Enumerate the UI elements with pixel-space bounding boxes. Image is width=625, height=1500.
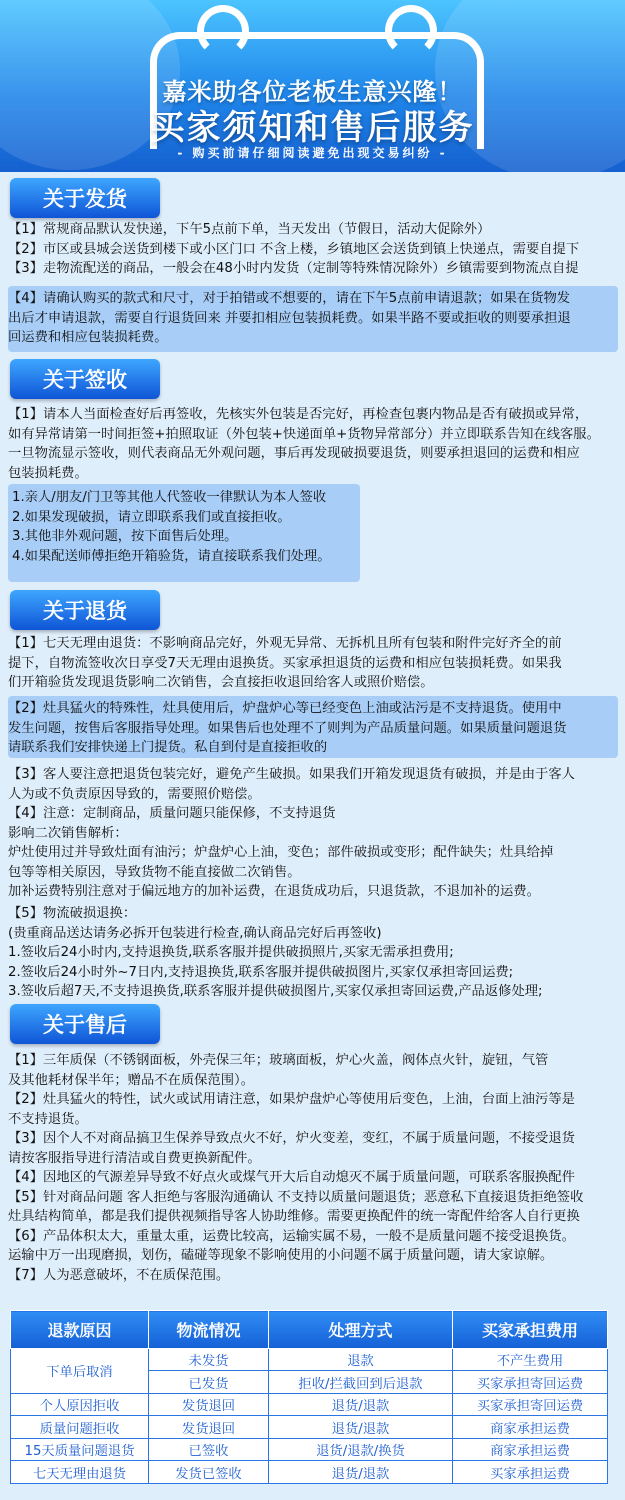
signing-line: 如有异常请第一时间拒签+拍照取证（外包装+快递面单+货物异常部分）并立即联系告知在线客服。 [8, 426, 600, 442]
aftersale-line: 【2】灶具猛火的特性，试火或试用请注意，如果炉盘炉心等使用后变色，上油，台面上油污等是 [8, 1092, 575, 1107]
table-cell: 退货/退款 [269, 1461, 453, 1484]
table-cell: 退货/退款 [269, 1393, 453, 1416]
table-cell: 不产生费用 [453, 1348, 608, 1371]
table-cell: 15天质量问题退货 [11, 1438, 149, 1461]
table-cell: 退款 [269, 1348, 453, 1371]
signing-line: 包装损耗费。 [8, 465, 88, 481]
table-cell: 商家承担运费 [453, 1416, 608, 1439]
table-cell: 个人原因拒收 [11, 1393, 149, 1416]
signing-rules [8, 405, 600, 483]
returns-line: 1.签收后24小时内,支持退换货,联系客服并提供破损照片,买家无需承担费用; [8, 945, 454, 960]
aftersale-line: 不支持退货。 [8, 1111, 88, 1127]
table-cell: 发货退回 [149, 1416, 269, 1439]
returns-line: 影响二次销售解析： [8, 825, 128, 841]
aftersale-line: 请按客服指导进行清洁或自费更换新配件。 [8, 1150, 261, 1166]
returns-note-line: 【2】灶具猛火的特殊性，灶具使用后，炉盘炉心等已经变色上油或沾污是不支持退货。使用中 [8, 701, 562, 716]
signing-note-line: 2.如果发现破损，请立即联系我们或直接拒收。 [12, 509, 291, 525]
table-header-row [11, 1311, 608, 1349]
table-header: 物流情况 [149, 1311, 269, 1349]
table-header: 退款原因 [11, 1311, 149, 1349]
aftersale-line: 【7】人为恶意破坏，不在质保范围。 [8, 1267, 230, 1283]
aftersale-line: 及其他耗材保半年；赠品不在质保范围）。 [8, 1072, 254, 1088]
shipping-note-line: 回运费和相应包装损耗费。 [8, 330, 168, 345]
table-cell: 买家承担寄回运费 [453, 1371, 608, 1394]
table-row [11, 1438, 608, 1461]
returns-line: 【4】注意：定制商品，质量问题只能保修，不支持退货 [8, 806, 336, 821]
section-title-aftersale: 关于售后 [10, 1004, 160, 1044]
table-cell: 发货退回 [149, 1393, 269, 1416]
aftersale-line: 【1】三年质保（不锈钢面板，外壳保三年；玻璃面板，炉心火盖，阀体点火针，旋钮，气管 [8, 1053, 549, 1068]
shipping-line: 【3】走物流配送的商品，一般会在48小时内发货（定制等特殊情况除外）乡镇需要到物流点自提 [8, 261, 579, 276]
returns-note [8, 699, 566, 758]
table-row [11, 1461, 608, 1484]
aftersale-line: 【4】因地区的气源差异导致不好点火或煤气开大后自动熄灭不属于质量问题，可联系客服换配件 [8, 1170, 575, 1185]
section-title-shipping: 关于发货 [10, 178, 160, 218]
refund-policy-table [10, 1310, 608, 1484]
table-cell: 已发货 [149, 1371, 269, 1394]
returns-line: 【1】七天无理由退货：不影响商品完好，外观无异常、无拆机且所有包装和附件完好齐全的前 [8, 636, 562, 651]
shipping-line: 【2】市区或县城会送货到楼下或小区门口 不含上楼，乡镇地区会送货到镇上快递点，需要自提下 [8, 241, 580, 257]
table-cell: 七天无理由退货 [11, 1461, 149, 1484]
returns-rules-3-4 [8, 765, 575, 902]
signing-note-line: 4.如果配送师傅拒绝开箱验货，请直接联系我们处理。 [12, 548, 331, 564]
section-title-returns: 关于退货 [10, 590, 160, 630]
table-cell: 已签收 [149, 1438, 269, 1461]
table-row [11, 1416, 608, 1439]
signing-note-line: 1.亲人/朋友/门卫等其他人代签收一律默认为本人签收 [12, 490, 327, 505]
returns-rule-1 [8, 634, 562, 693]
returns-line: 加补运费特别注意对于偏远地方的加补运费，在退货成功后，只退货款，不退加补的运费。 [8, 884, 540, 899]
returns-line: 人为或不负责原因导致的，需要照价赔偿。 [8, 786, 261, 802]
returns-line: 3.签收后超7天,不支持退换货,联系客服并提供破损图片,买家仅承担寄回运费,产品返修处理; [8, 984, 543, 999]
shipping-note [8, 289, 571, 348]
returns-line: 2.签收后24小时外~7日内,支持退换货,联系客服并提供破损图片,买家仅承担寄回运费; [8, 964, 514, 980]
table-cell: 退货/退款 [269, 1416, 453, 1439]
table-cell: 质量问题拒收 [11, 1416, 149, 1439]
signing-note [12, 488, 331, 566]
returns-line: 包等等相关原因，导致货物不能直接做二次销售。 [8, 864, 301, 880]
header-slogan: 嘉米助各位老板生意兴隆！ [162, 78, 463, 106]
aftersale-line: 运输中万一出现磨损，划伤，磕碰等现象不影响使用的小问题不属于质量问题，请大家谅解。 [8, 1248, 554, 1263]
returns-line: 们开箱验货发现退货影响二次销售，会直接拒收退回给客人或照价赔偿。 [8, 675, 434, 690]
aftersale-rules [8, 1051, 583, 1285]
header-subtitle: - 购买前请仔细阅读避免出现交易纠纷 - [177, 146, 448, 160]
table-header: 买家承担费用 [453, 1311, 608, 1349]
table-cell: 未发货 [149, 1348, 269, 1371]
signing-note-line: 3.其他非外观问题，按下面售后处理。 [12, 529, 238, 544]
aftersale-line: 【3】因个人不对商品搞卫生保养导致点火不好，炉火变差，变红，不属于质量问题，不接受退货 [8, 1131, 575, 1146]
returns-note-line: 请联系我们安排快递上门提货。私自到付是直接拒收的 [8, 740, 328, 755]
table-header: 处理方式 [269, 1311, 453, 1349]
shipping-line: 【1】常规商品默认发快递，下午5点前下单，当天发出（节假日，活动大促除外） [8, 222, 491, 237]
returns-line: 【5】物流破损退换： [8, 906, 137, 921]
aftersale-line: 【6】产品体积太大，重量太重，运费比较高，运输实属不易，一般不是质量问题不接受退换货。 [8, 1228, 575, 1244]
returns-note-line: 发生问题，按售后客服指导处理。如果售后也处理不了则判为产品质量问题。如果质量问题退货 [8, 720, 567, 736]
returns-line: 【3】客人要注意把退货包装完好，避免产生破损。如果我们开箱发现退货有破损，并是由于客人 [8, 767, 575, 782]
table-row [11, 1348, 608, 1371]
header-banner [0, 0, 625, 172]
returns-line: (贵重商品送达请务必拆开包装进行检查,确认商品完好后再签收) [8, 925, 382, 941]
table-cell: 发货已签收 [149, 1461, 269, 1484]
section-title-signing: 关于签收 [10, 359, 160, 399]
header-title: 买家须知和售后服务 [150, 108, 475, 148]
table-cell: 拒收/拦截回到后退款 [269, 1371, 453, 1394]
returns-line: 炉灶使用过并导致灶面有油污；炉盘炉心上油，变色；部件破损或变形；配件缺失；灶具给掉 [8, 845, 554, 860]
signing-line: 一旦物流显示签收，则代表商品无外观问题，事后再发现破损要退货，则要承担退回的运费和相应 [8, 446, 580, 461]
signing-line: 【1】请本人当面检查好后再签收，先核实外包装是否完好，再检查包裹内物品是否有破损或异常， [8, 407, 589, 422]
returns-line: 提下，自物流签收次日享受7天无理由退换货。买家承担退货的运费和相应包装损耗费。如果我 [8, 655, 562, 671]
table-cell: 买家承担寄回运费 [453, 1393, 608, 1416]
table-row [11, 1393, 608, 1416]
aftersale-line: 【5】针对商品问题 客人拒绝与客服沟通确认 不支持以质量问题退货；恶意私下直接退货拒绝签收 [8, 1189, 584, 1205]
table-cell: 商家承担运费 [453, 1438, 608, 1461]
aftersale-line: 灶具结构简单，都是我们提供视频指导客人协助维修。需要更换配件的统一寄配件给客人自行更换 [8, 1209, 580, 1224]
table-cell: 下单后取消 [11, 1348, 149, 1393]
table-cell: 退货/退款/换货 [269, 1438, 453, 1461]
shipping-rules [8, 220, 579, 279]
shipping-note-line: 出后才申请退款，需要自行退货回来 并要扣相应包装损耗费。如果半路不要或拒收的则要承担退 [8, 310, 571, 326]
shipping-note-line: 【4】请确认购买的款式和尺寸，对于拍错或不想要的，请在下午5点前申请退款；如果在货物发 [8, 291, 571, 306]
table-cell: 买家承担运费 [453, 1461, 608, 1484]
returns-rule-5 [8, 904, 543, 1002]
